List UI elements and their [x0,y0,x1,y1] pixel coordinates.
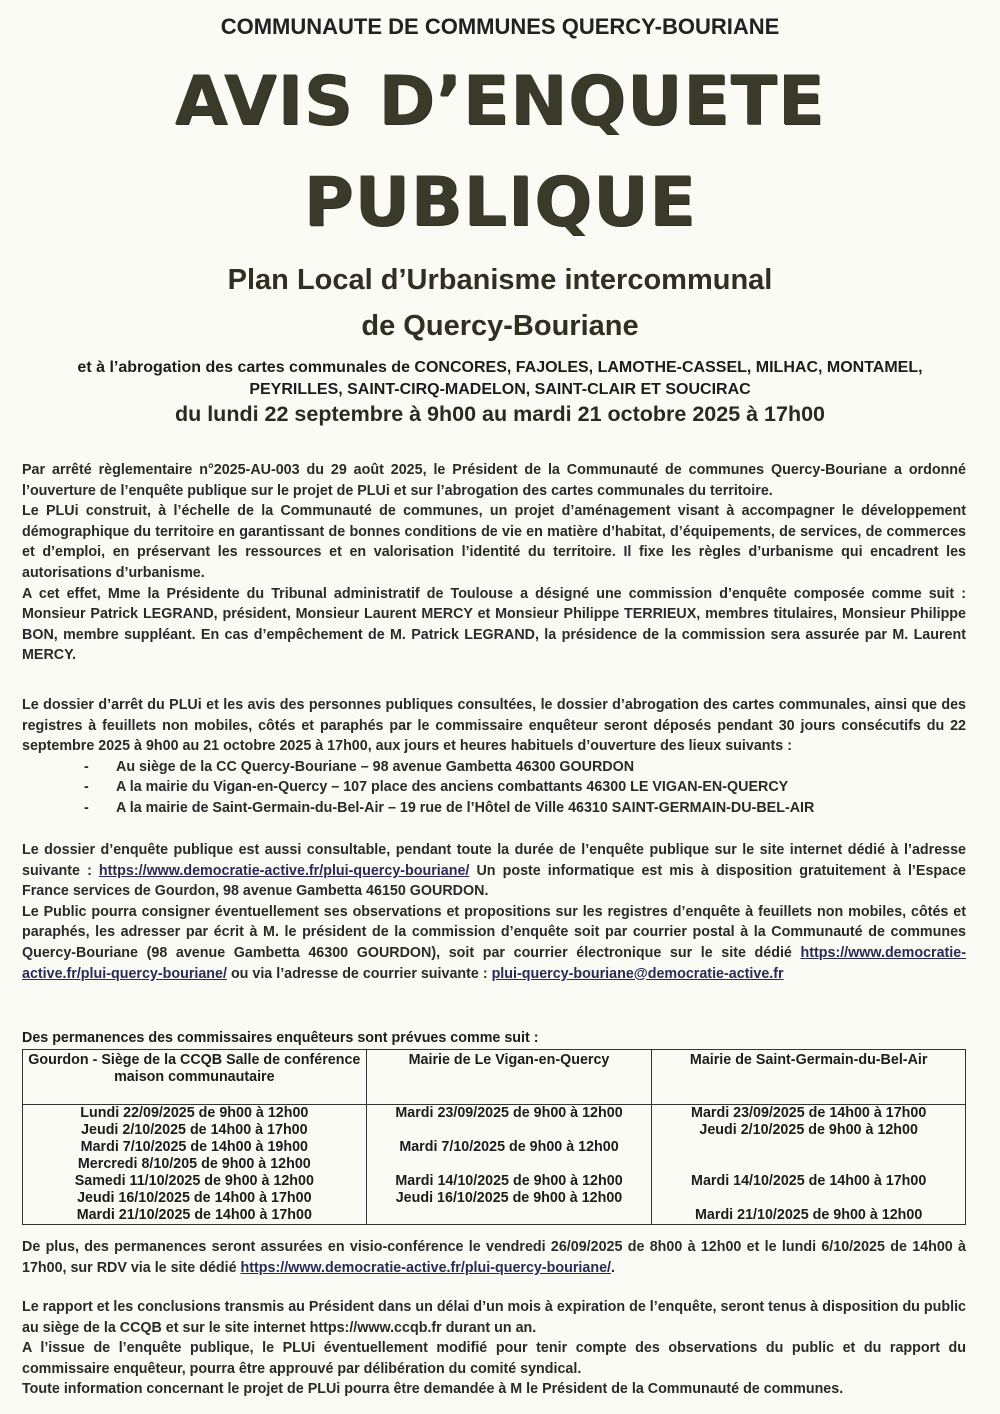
table-cell: Jeudi 16/10/2025 de 9h00 à 12h00 [366,1190,652,1207]
locations-list [22,757,966,819]
table-cell [652,1139,966,1156]
table-cell: Mardi 21/10/2025 de 9h00 à 12h00 [652,1207,966,1225]
observations-paragraph [22,902,966,984]
plui-description-paragraph: Le PLUi construit, à l’échelle de la Communauté de communes, un projet d’aménagement visant à accompagner le développement démographique du territoire en garantissant de bonnes conditions de vie en matière d’habitat, d’équipements, de services, de commerces et d’emploi, en préservant les ressources et en valorisation l’identité du territoire. Il fixe les règles d’urbanisme qui encadrent les autorisations d’urbanisme. [22,503,966,581]
table-cell: Jeudi 2/10/2025 de 14h00 à 17h00 [23,1122,367,1139]
online-text-b: Un poste informatique est mis à disposition gratuitement à l’Espace France services de Gourdon, 98 avenue Gambetta 46150 GOURDON. [22,862,966,900]
table-row [23,1105,966,1123]
table-cell: Mardi 7/10/2025 de 9h00 à 12h00 [366,1139,652,1156]
table-row [23,1207,966,1225]
table-row [23,1156,966,1173]
visio-text-a: De plus, des permanences seront assurées en visio-conférence le vendredi 26/09/2025 de 8h00 à 12h00 et le lundi 6/10/2025 de 14h00 à 17h00, sur RDV via le site dédié [22,1239,966,1276]
table-row [23,1122,966,1139]
list-item: - A la mairie du Vigan-en-Quercy – 107 place des anciens combattants 46300 LE VIGAN-EN-QUERCY [84,777,966,798]
visio-section [22,1237,966,1278]
information-paragraph: Toute information concernant le projet de PLUi pourra être demandée à M le Président de la Communauté de communes. [22,1381,844,1398]
table-cell: Mardi 7/10/2025 de 14h00 à 19h00 [23,1139,367,1156]
abrogation-line2: PEYRILLES, SAINT-CIRQ-MADELON, SAINT-CLAIR ET SOUCIRAC [249,381,751,398]
table-cell [366,1207,652,1225]
table-row [23,1139,966,1156]
plui-email-link[interactable]: plui-quercy-bouriane@democratie-active.fr [491,965,784,982]
abrogation-communes [40,357,960,401]
table-cell: Jeudi 2/10/2025 de 9h00 à 12h00 [652,1122,966,1139]
table-cell: Samedi 11/10/2025 de 9h00 à 12h00 [23,1173,367,1190]
plan-title-line1: Plan Local d’Urbanisme intercommunal [227,264,773,296]
table-cell: Mardi 14/10/2025 de 9h00 à 12h00 [366,1173,652,1190]
table-cell [366,1122,652,1139]
permanences-intro: Des permanences des commissaires enquêteurs sont prévues comme suit : [22,1030,539,1046]
table-cell: Mardi 23/09/2025 de 14h00 à 17h00 [652,1105,966,1123]
visio-paragraph [22,1237,966,1278]
dossier-section [22,695,966,819]
list-item: - Au siège de la CC Quercy-Bouriane – 98 avenue Gambetta 46300 GOURDON [84,757,966,778]
consultation-section [22,840,966,984]
table-cell: Mardi 21/10/2025 de 14h00 à 17h00 [23,1207,367,1225]
organisation-name: COMMUNAUTE DE COMMUNES QUERCY-BOURIANE [220,14,780,39]
plui-website-link[interactable]: https://www.democratie-active.fr/plui-quercy-bouriane/ [98,862,470,879]
table-cell: Jeudi 16/10/2025 de 14h00 à 17h00 [23,1190,367,1207]
table-cell [366,1156,652,1173]
column-header-saint-germain: Mairie de Saint-Germain-du-Bel-Air [652,1050,966,1105]
commission-paragraph: A cet effet, Mme la Présidente du Tribunal administratif de Toulouse a désigné une commission d’enquête composée comme suit : Monsieur Patrick LEGRAND, président, Monsieur Laurent MERCY et Monsieur Philippe TERRIEUX, membres titulaires, Monsieur Philippe BON, membre suppléant. En cas d’empêchement de M. Patrick LEGRAND, la présidence de la commission sera assurée par M. Laurent MERCY. [22,585,966,664]
permanences-table [22,1049,966,1225]
report-section [22,1297,966,1400]
table-row [23,1190,966,1207]
observations-text-b: ou via l’adresse de courrier suivante : [226,965,492,982]
observations-text-a: Le Public pourra consigner éventuellement ses observations et propositions sur les registres d’enquête à feuillets non mobiles, côtés et paraphés, les adresser par écrit à M. le président de la commission d’enquête soit par courrier postal à la Communauté de communes Quercy-Bouriane (98 avenue Gambetta 46300 GOURDON), soit par courrier électronique sur le site dédié [22,903,966,961]
report-paragraph: Le rapport et les conclusions transmis au Président dans un délai d’un mois à expiration de l’enquête, seront tenus à disposition du public au siège de la CCQB et sur le site internet https://www.ccqb.fr durant un an. [22,1299,966,1336]
notice-title-line1: AVIS D’ENQUETE [174,62,826,141]
notice-title-line2: PUBLIQUE [303,163,697,242]
online-text-a: Le dossier d’enquête publique est aussi consultable, pendant toute la durée de l’enquête publique sur le site internet dédié à l’adresse suivante : [22,842,966,879]
dossier-paragraph: Le dossier d’arrêt du PLUi et les avis des personnes publiques consultées, le dossier d’abrogation des cartes communales, ainsi que des registres à feuillets non mobiles, côtés et paraphés par le commissaire enquêteur seront déposés pendant 30 jours consécutifs du 22 septembre 2025 à 9h00 au 21 octobre 2025 à 17h00, aux jours et heures habituels d’ouverture des lieux suivants : [22,697,966,755]
abrogation-line1: et à l’abrogation des cartes communales de CONCORES, FAJOLES, LAMOTHE-CASSEL, MILHAC, MONTAMEL, [77,359,923,376]
table-cell: Lundi 22/09/2025 de 9h00 à 12h00 [23,1105,367,1123]
table-cell [652,1190,966,1207]
visio-text-b: . [611,1259,615,1276]
decree-section [22,460,966,666]
column-header-gourdon: Gourdon - Siège de la CCQB Salle de conférence maison communautaire [23,1050,367,1105]
decree-paragraph: Par arrêté règlementaire n°2025-AU-003 du 29 août 2025, le Président de la Communauté de communes Quercy-Bouriane a ordonné l’ouverture de l’enquête publique sur le projet de PLUi et sur l’abrogation des cartes communales du territoire. [22,462,966,499]
table-cell: Mardi 14/10/2025 de 14h00 à 17h00 [652,1173,966,1190]
table-cell: Mercredi 8/10/205 de 9h00 à 12h00 [23,1156,367,1173]
list-item: - A la mairie de Saint-Germain-du-Bel-Air – 19 rue de l’Hôtel de Ville 46310 SAINT-GERMAIN-DU-BEL-AIR [84,798,966,819]
column-header-vigan: Mairie de Le Vigan-en-Quercy [366,1050,652,1105]
table-header-row [23,1050,966,1105]
online-consultation-paragraph [22,840,966,902]
table-row [23,1173,966,1190]
table-cell [652,1156,966,1173]
plan-title-line2: de Quercy-Bouriane [361,310,639,342]
table-cell: Mardi 23/09/2025 de 9h00 à 12h00 [366,1105,652,1123]
plui-website-link[interactable]: https://www.democratie-active.fr/plui-quercy-bouriane/ [240,1259,611,1276]
plui-website-link[interactable]: https://www.democratie-active.fr/plui-quercy-bouriane/ [22,944,966,982]
enquiry-dates: du lundi 22 septembre à 9h00 au mardi 21 octobre 2025 à 17h00 [174,402,826,426]
approval-paragraph: A l’issue de l’enquête publique, le PLUi éventuellement modifié pour tenir compte des observations du public et du rapport du commissaire enquêteur, pourra être approuvé par délibération du comité syndical. [22,1340,966,1377]
